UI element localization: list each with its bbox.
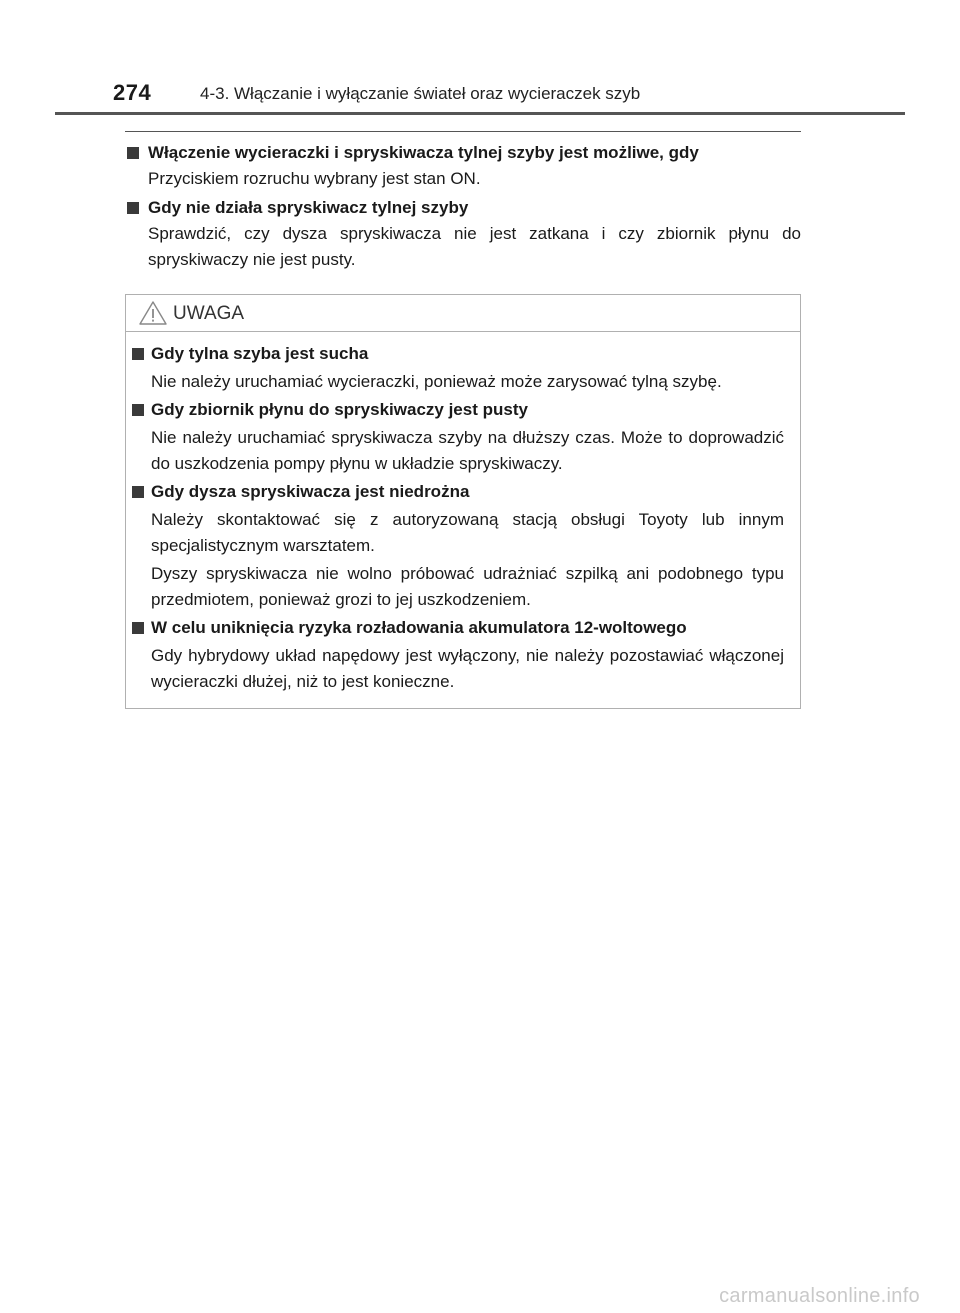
warning-item (131, 615, 784, 695)
warning-item-text: Nie należy uruchamiać spryskiwacza szyby na dłuższy czas. Może to doprowadzić do uszkodzenia pompy płynu w układzie spryskiwaczy. (151, 428, 784, 473)
warning-body (131, 341, 784, 697)
header-divider (55, 112, 905, 115)
page-header (0, 0, 960, 116)
warning-item-text: Nie należy uruchamiać wycieraczki, ponieważ może zarysować tylną szybę. (151, 372, 722, 391)
warning-item (131, 341, 784, 395)
warning-item-heading-text: Gdy dysza spryskiwacza jest niedrożna (151, 482, 470, 501)
warning-item-heading-text: Gdy zbiornik płynu do spryskiwaczy jest pusty (151, 400, 528, 419)
warning-item-heading-text: Gdy tylna szyba jest sucha (151, 344, 369, 363)
section-heading (125, 140, 801, 166)
warning-item-text: Należy skontaktować się z autoryzowaną stacją obsługi Toyoty lub innym specjalistycznym warsztatem. (151, 510, 784, 555)
warning-item-heading (131, 341, 784, 367)
square-bullet-icon (132, 622, 144, 634)
square-bullet-icon (132, 404, 144, 416)
section-divider (125, 131, 801, 132)
square-bullet-icon (127, 202, 139, 214)
warning-item-heading (131, 615, 784, 641)
warning-item (131, 479, 784, 613)
square-bullet-icon (127, 147, 139, 159)
page-number: 274 (113, 80, 152, 105)
section-heading (125, 195, 801, 221)
section-text: Przyciskiem rozruchu wybrany jest stan ON. (148, 169, 481, 188)
warning-item-heading (131, 397, 784, 423)
chapter-title: 4-3. Włączanie i wyłączanie świateł oraz wycieraczek szyb (200, 84, 641, 103)
section-heading-text: Gdy nie działa spryskiwacz tylnej szyby (148, 198, 469, 217)
warning-item-text: Dyszy spryskiwacza nie wolno próbować udrażniać szpilką ani podobnego typu przedmiotem, ponieważ grozi to jej uszkodzeniem. (151, 564, 784, 609)
main-content (125, 140, 801, 276)
warning-item (131, 397, 784, 477)
watermark: carmanualsonline.info (719, 1285, 920, 1307)
section-block (125, 140, 801, 192)
warning-item-heading (131, 479, 784, 505)
section-block (125, 195, 801, 273)
warning-item-text: Gdy hybrydowy układ napędowy jest wyłączony, nie należy pozostawiać włączonej wycieraczki dłużej, niż to jest konieczne. (151, 646, 784, 691)
warning-triangle-icon (139, 301, 167, 325)
warning-header (126, 295, 800, 332)
section-heading-text: Włączenie wycieraczki i spryskiwacza tylnej szyby jest możliwe, gdy (148, 143, 699, 162)
warning-box (125, 294, 801, 709)
warning-title: UWAGA (173, 303, 245, 324)
square-bullet-icon (132, 348, 144, 360)
section-text: Sprawdzić, czy dysza spryskiwacza nie jest zatkana i czy zbiornik płynu do spryskiwaczy nie jest pusty. (148, 224, 801, 269)
square-bullet-icon (132, 486, 144, 498)
warning-item-heading-text: W celu uniknięcia ryzyka rozładowania akumulatora 12-woltowego (151, 618, 687, 637)
